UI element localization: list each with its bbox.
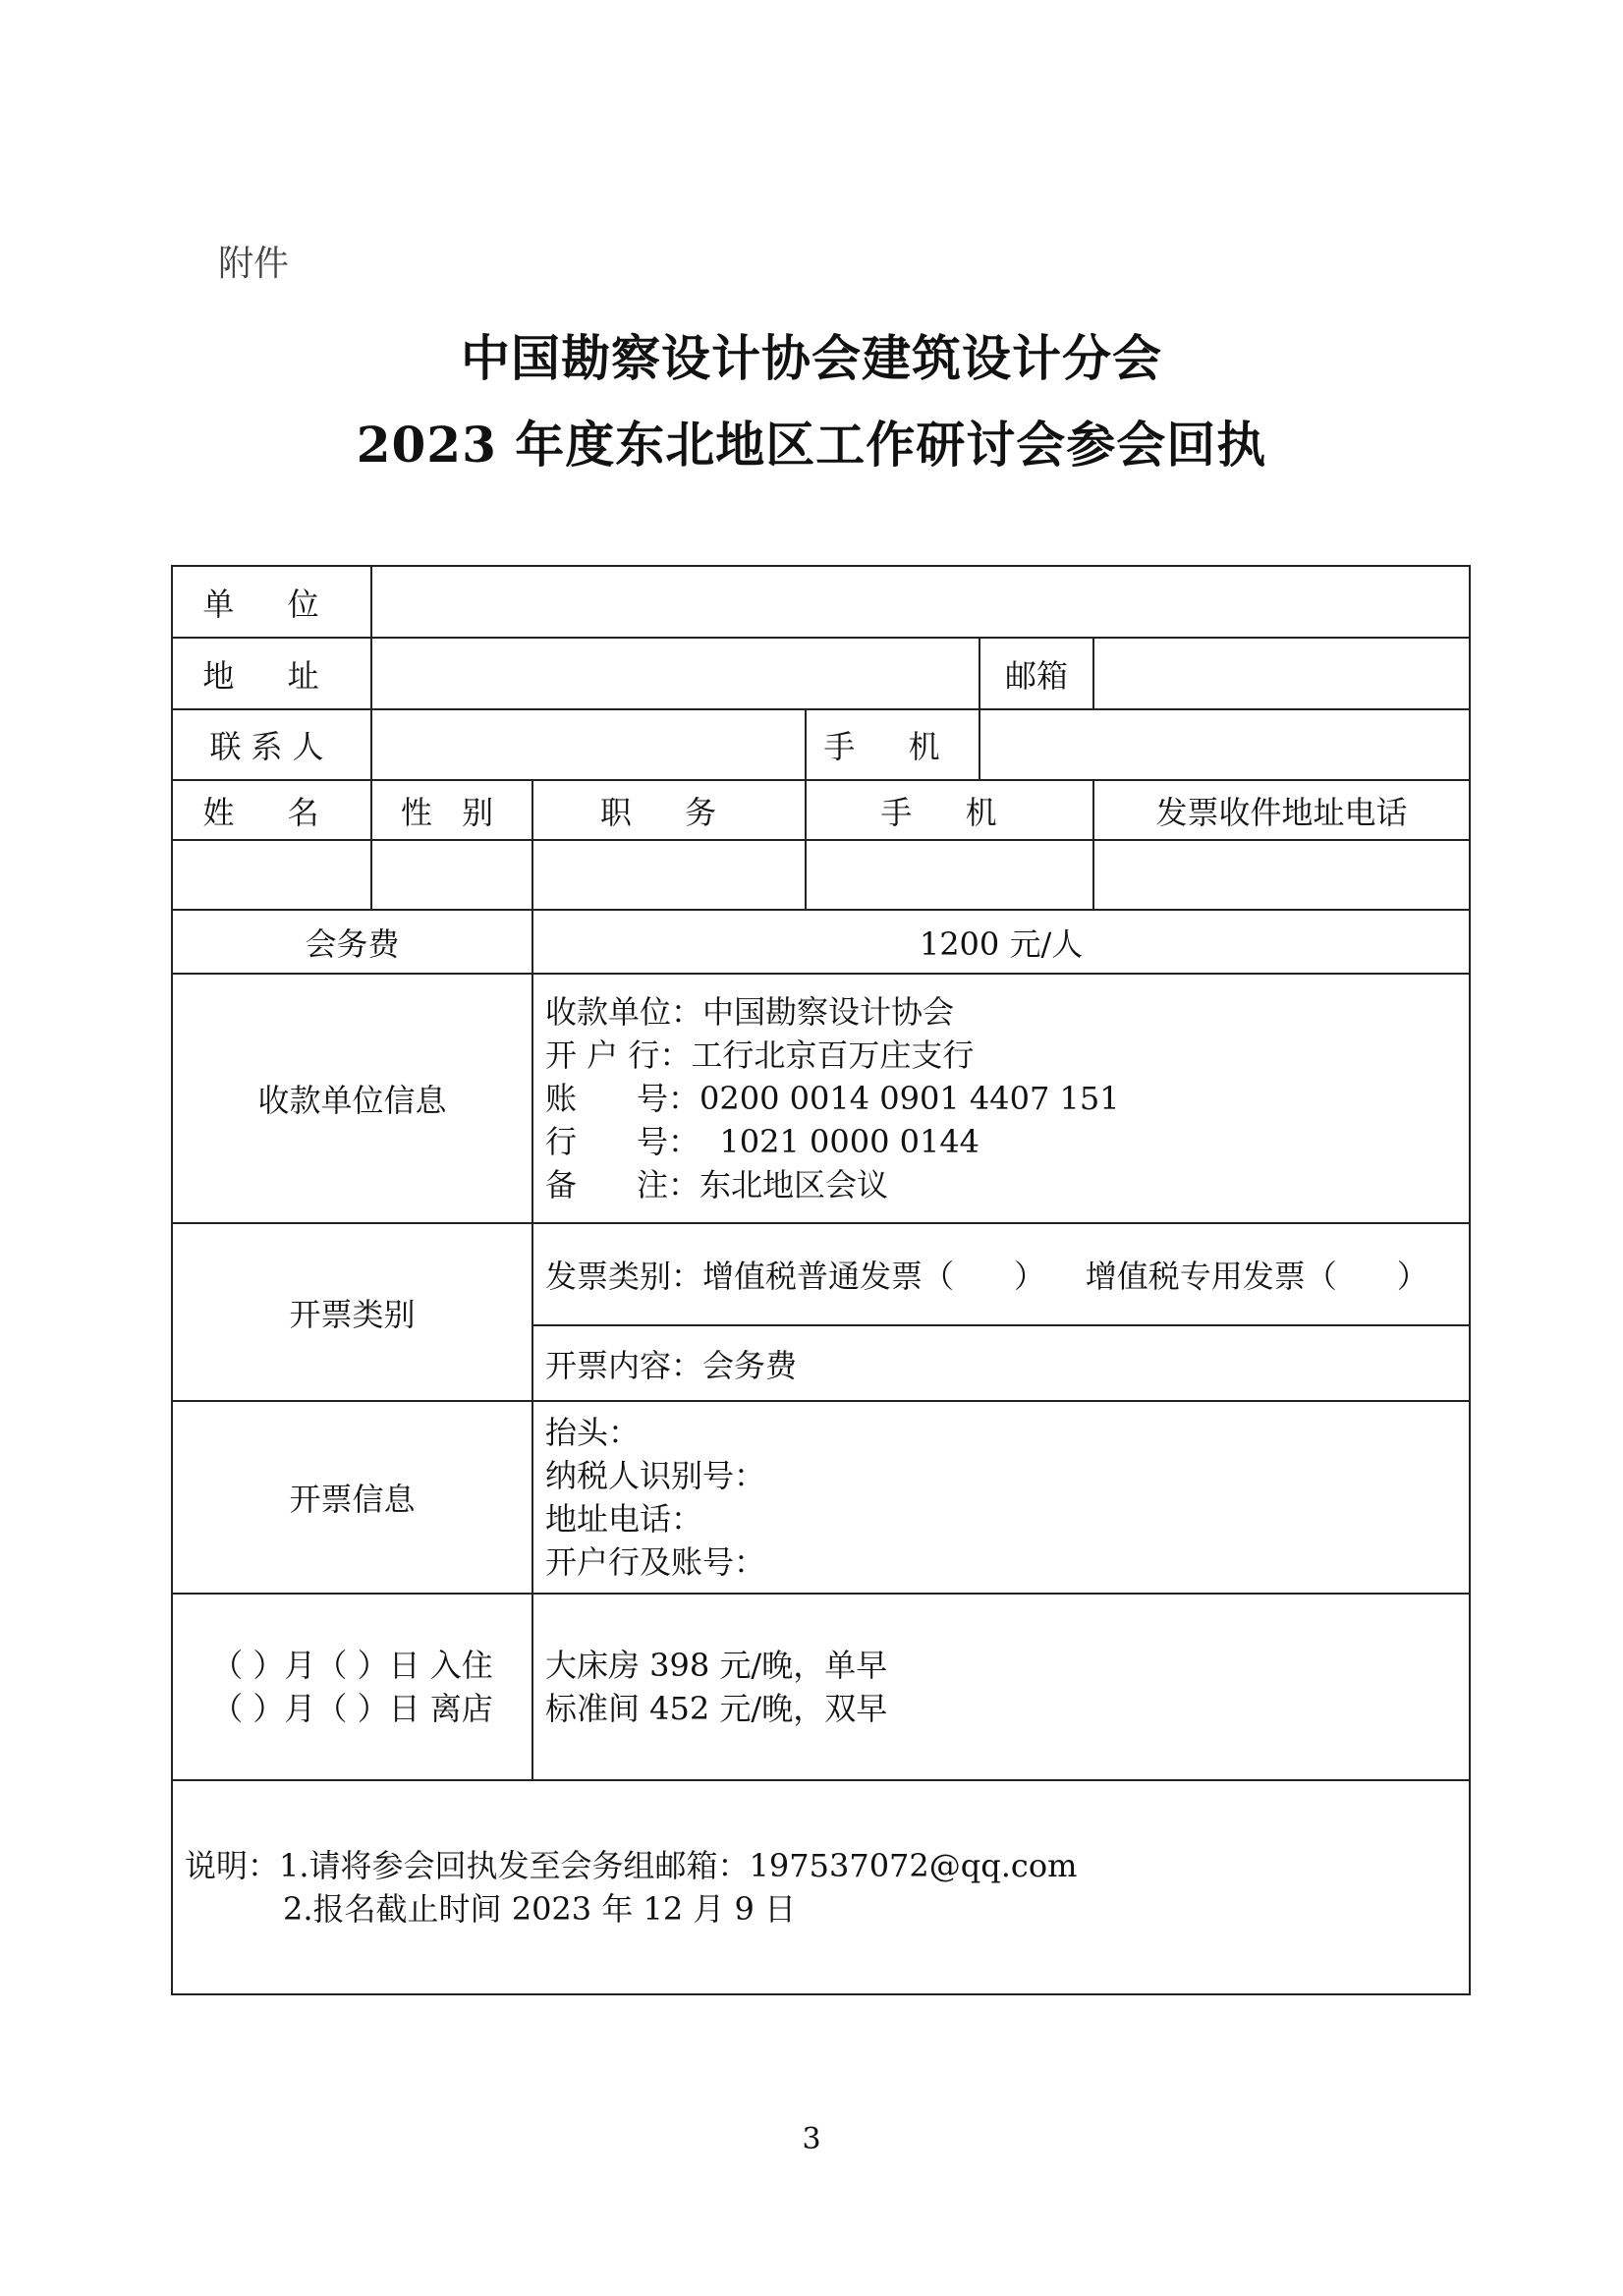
invoice-title-line: 抬头： (545, 1414, 641, 1451)
column-header-position: 职 务 (532, 780, 806, 840)
postcode-field[interactable] (1093, 638, 1470, 709)
attendee-name-field[interactable] (172, 840, 371, 910)
page-number: 3 (802, 2122, 821, 2156)
notes (172, 1780, 1470, 1994)
attachment-label: 附件 (218, 244, 290, 284)
room-twin-line: 标准间 452 元/晚，双早 (545, 1690, 888, 1727)
checkin-line: （ ）月（ ）日 入住 (211, 1647, 493, 1684)
invoice-info-label: 开票信息 (172, 1401, 532, 1594)
payee-label: 收款单位信息 (172, 974, 532, 1223)
room-king-line: 大床房 398 元/晚，单早 (545, 1647, 888, 1684)
postcode-label: 邮箱 (979, 638, 1093, 709)
invoice-content: 开票内容：会务费 (532, 1325, 1470, 1401)
fee-label: 会务费 (172, 910, 532, 974)
column-header-name: 姓 名 (172, 780, 371, 840)
unit-label: 单 位 (172, 566, 371, 638)
column-header-gender: 性 别 (371, 780, 532, 840)
page-title-line1: 中国勘察设计协会建筑设计分会 (461, 329, 1162, 387)
note-line-2: 2.报名截止时间 2023 年 12 月 9 日 (283, 1890, 797, 1928)
invoice-type-options[interactable]: 发票类别：增值税普通发票（ ） 增值税专用发票（ ） (532, 1223, 1470, 1325)
payee-line-bank-code: 行 号： 1021 0000 0144 (545, 1123, 980, 1160)
checkin-dates[interactable] (172, 1594, 532, 1780)
attendee-position-field[interactable] (532, 840, 806, 910)
contact-mobile-label: 手 机 (806, 709, 979, 780)
invoice-address-phone-line: 地址电话： (545, 1500, 703, 1538)
payee-line-bank: 开 户 行：工行北京百万庄支行 (545, 1036, 975, 1074)
column-header-mobile: 手 机 (806, 780, 1093, 840)
registration-form-table (171, 565, 1471, 1995)
contact-label: 联系人 (172, 709, 371, 780)
invoice-info-fields[interactable] (532, 1401, 1470, 1594)
payee-line-remark: 备 注：东北地区会议 (545, 1166, 889, 1204)
room-options (532, 1594, 1470, 1780)
fee-value: 1200 元/人 (532, 910, 1470, 974)
invoice-type-label: 开票类别 (172, 1223, 532, 1401)
column-header-invoice-address: 发票收件地址电话 (1093, 780, 1470, 840)
attendee-gender-field[interactable] (371, 840, 532, 910)
attendee-invoice-address-field[interactable] (1093, 840, 1470, 910)
payee-line-unit: 收款单位：中国勘察设计协会 (545, 993, 955, 1031)
payee-line-account: 账 号：0200 0014 0901 4407 151 (545, 1080, 1120, 1117)
payee-info (532, 974, 1470, 1223)
invoice-tax-id-line: 纳税人识别号： (545, 1457, 766, 1494)
note-line-1: 说明：1.请将参会回执发至会务组邮箱：197537072@qq.com (185, 1847, 1078, 1884)
contact-mobile-field[interactable] (979, 709, 1470, 780)
address-label: 地 址 (172, 638, 371, 709)
contact-field[interactable] (371, 709, 806, 780)
page-title-line2: 2023 年度东北地区工作研讨会参会回执 (356, 416, 1267, 474)
address-field[interactable] (371, 638, 979, 709)
checkout-line: （ ）月（ ）日 离店 (211, 1690, 493, 1727)
invoice-bank-account-line: 开户行及账号： (545, 1543, 766, 1581)
unit-field[interactable] (371, 566, 1470, 638)
attendee-mobile-field[interactable] (806, 840, 1093, 910)
